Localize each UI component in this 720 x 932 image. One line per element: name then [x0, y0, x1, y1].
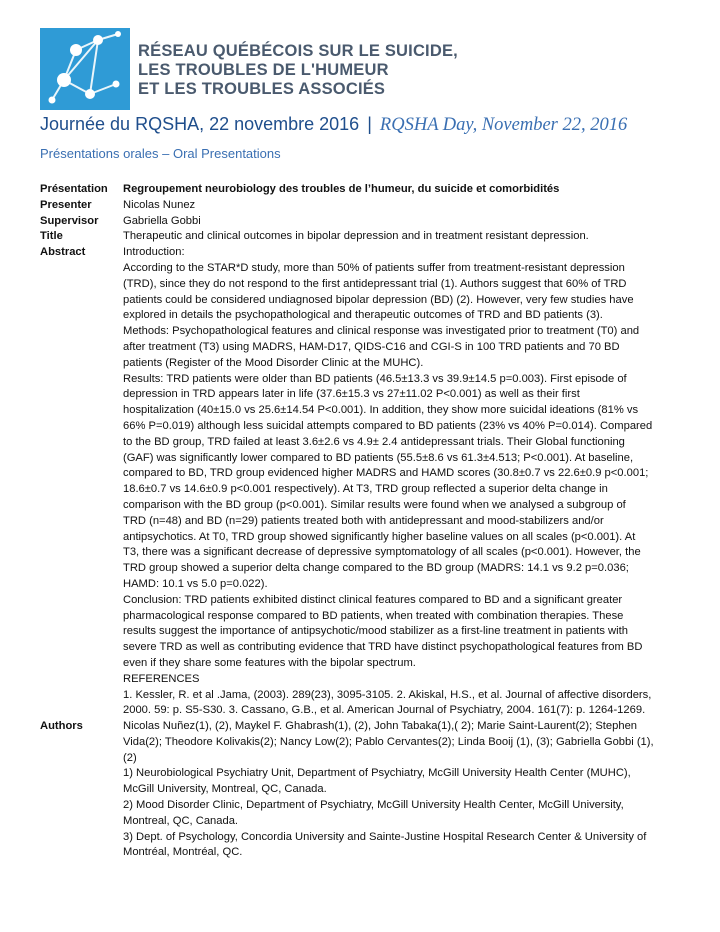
- title-value: Therapeutic and clinical outcomes in bipolar depression and in treatment resistant depression.: [123, 230, 589, 243]
- abstract-line: (GAF) was significantly lower compared to BD patients (55.5±8.6 vs 61.3±4.513; P<0.001). At baseline,: [123, 451, 634, 464]
- abstract-line: depression in TRD appears later in life (37.6±15.3 vs 27±11.02 P<0.001) as well as their first: [123, 388, 580, 401]
- abstract-line: TRD (n=48) and BD (n=29) patients treated both with antidepressant and mood-stabilizers and/or: [123, 514, 604, 527]
- presentation-label: Présentation: [40, 183, 108, 195]
- page-title: [40, 114, 690, 136]
- org-line: RÉSEAU QUÉBÉCOIS SUR LE SUICIDE,: [138, 42, 458, 60]
- abstract-line: T3, there was a significant decrease of depressive symptomatology of all scales (p<0.001). However, the: [123, 546, 641, 559]
- authors-text: [123, 719, 690, 861]
- presenter-value: Nicolas Nunez: [123, 198, 196, 211]
- abstract-line: hospitalization (40±15.0 vs 25.6±14.54 P<0.001). In addition, they show more suicidal ideations (81% vs: [123, 404, 639, 417]
- presenter-row: [40, 198, 690, 214]
- abstract-line: Introduction:: [123, 246, 185, 259]
- abstract-line: comparison with the BD group (p<0.001). Similar results were found when we analysed a subgroup of: [123, 498, 626, 511]
- abstract-line: REFERENCES: [123, 672, 200, 685]
- authors-line: Vida(2); Theodore Kolivakis(2); Nancy Low(2); Pablo Cervantes(2); Linda Booij (1), (3); Gabriella Gobbi (1),: [123, 735, 654, 748]
- authors-line: Montreal, QC, Canada.: [123, 814, 239, 827]
- abstract-line: even if they share some features with the bipolar spectrum.: [123, 656, 416, 669]
- abstract-line: According to the STAR*D study, more than 50% of patients suffer from treatment-resistant depression: [123, 261, 625, 274]
- authors-line: 3) Dept. of Psychology, Concordia University and Sainte-Justine Hospital Research Center & University of: [123, 830, 647, 843]
- org-line: ET LES TROUBLES ASSOCIÉS: [138, 80, 386, 98]
- abstract-line: TRD group showed a superior delta change compared to the BD group (MADRS: 14.1 vs 9.2 p=0.036;: [123, 562, 629, 575]
- title-separator: |: [367, 114, 372, 134]
- authors-label: Authors: [40, 720, 83, 733]
- presentation-row: [40, 182, 690, 198]
- abstract-line: patients (Register of the Mood Disorder Clinic at the MUHC).: [123, 356, 424, 369]
- abstract-label: Abstract: [40, 246, 86, 259]
- abstract-line: explored in details the psychopathological and therapeutic outcomes of TRD and BD patients (3).: [123, 309, 603, 322]
- abstract-line: pharmacological response compared to BD patients, when treated with combination therapies. These: [123, 609, 624, 622]
- abstract-line: 66% P=0.019) although less suicidal attempts compared to BD patients (23% vs 40% P=0.014). Compared: [123, 419, 653, 432]
- abstract-line: after treatment (T3) using MADRS, HAM-D17, QIDS-C16 and CGI-S in 100 TRD patients and 70 BD: [123, 340, 620, 353]
- authors-line: Montréal, Montréal, QC.: [123, 846, 243, 859]
- abstract-line: (TRD), since they do not respond to the first antidepressant trial (1). Authors suggest that 60% of TRD: [123, 277, 627, 290]
- authors-line: 1) Neurobiological Psychiatry Unit, Department of Psychiatry, McGill University Health Center (MUHC),: [123, 767, 631, 780]
- title-english: RQSHA Day, November 22, 2016: [379, 115, 628, 135]
- supervisor-row: [40, 214, 690, 230]
- abstract-line: to the BD group, TRD failed at least 3.6±2.6 vs 4.9± 2.4 antidepressant trials. Their Global functioning: [123, 435, 625, 448]
- authors-line: (2): [123, 751, 137, 764]
- abstract-line: 18.6±0.7 vs 14.6±0.9 p<0.001 respectively). At T3, TRD group reflected a superior delta change in: [123, 483, 608, 496]
- abstract-line: 1. Kessler, R. et al .Jama, (2003). 289(23), 3095-3105. 2. Akiskal, H.S., et al. Journal of affective disorders,: [123, 688, 652, 701]
- title-label: Title: [40, 230, 63, 243]
- abstract-line: severe TRD as well as contributing evidence that TRD have distinct psychopathological features from BD: [123, 641, 643, 654]
- abstract-text: [123, 245, 690, 719]
- presentation-value: Regroupement neurobiology des troubles de l’humeur, du suicide et comorbidités: [123, 183, 560, 195]
- abstract-line: patients could be considered undiagnosed bipolar depression (BD) (2). However, very few studies have: [123, 293, 634, 306]
- presentation-details: [40, 182, 690, 861]
- page-header: [40, 28, 680, 110]
- abstract-line: compared to BD, TRD group evidenced higher MADRS and HAMD scores (30.8±0.7 vs 22.6±0.9 p<0.001;: [123, 467, 649, 480]
- authors-line: Nicolas Nuñez(1), (2), Maykel F. Ghabrash(1), (2), John Tabaka(1),( 2); Marie Saint-Laurent(2); Stephen: [123, 720, 638, 733]
- abstract-line: antipsychotics. At T0, TRD group showed significantly higher baseline values on all scales (p<0.001). At: [123, 530, 636, 543]
- org-line: LES TROUBLES DE L'HUMEUR: [138, 61, 389, 79]
- title-french: Journée du RQSHA, 22 novembre 2016: [40, 114, 360, 134]
- network-nodes-logo-icon: [40, 28, 130, 110]
- abstract-line: Conclusion: TRD patients exhibited distinct clinical features compared to BD and a significant greater: [123, 593, 623, 606]
- supervisor-label: Supervisor: [40, 214, 99, 227]
- abstract-line: HAMD: 10.1 vs 5.0 p=0.022).: [123, 577, 268, 590]
- supervisor-value: Gabriella Gobbi: [123, 214, 201, 227]
- presenter-label: Presenter: [40, 198, 92, 211]
- authors-row: [40, 719, 690, 861]
- abstract-line: Methods: Psychopathological features and clinical response was investigated prior to treatment (T0) and: [123, 325, 640, 338]
- organization-name: [138, 42, 458, 99]
- authors-line: McGill University, Montreal, QC, Canada.: [123, 783, 327, 796]
- authors-line: 2) Mood Disorder Clinic, Department of Psychiatry, McGill University Health Center, McGill University,: [123, 799, 624, 812]
- page-subtitle: Présentations orales – Oral Presentations: [40, 146, 281, 161]
- abstract-row: [40, 245, 690, 719]
- abstract-line: 2000. 59: p. S5-S30. 3. Cassano, G.B., et al. American Journal of Psychiatry, 2004. 161(7): p. 1264-1269.: [123, 704, 646, 717]
- title-row: [40, 229, 690, 245]
- abstract-line: results suggest the importance of antipsychotic/mood stabilizer as a first-line treatment in patients with: [123, 625, 628, 638]
- abstract-line: Results: TRD patients were older than BD patients (46.5±13.3 vs 39.9±14.5 p=0.003). First episode of: [123, 372, 627, 385]
